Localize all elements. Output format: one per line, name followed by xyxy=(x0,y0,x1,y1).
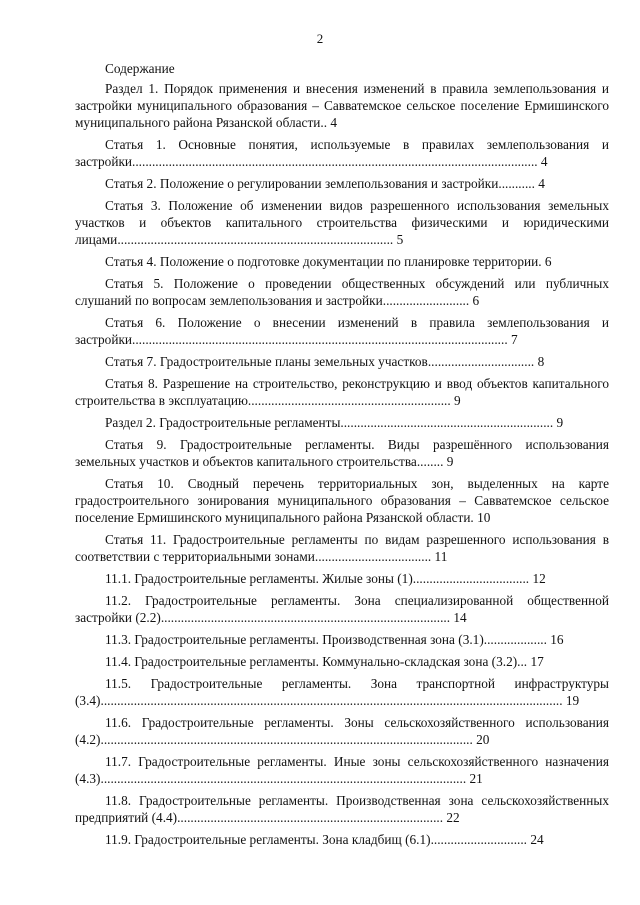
toc-entry-page: 17 xyxy=(530,654,544,669)
toc-entry-page: 5 xyxy=(396,232,404,247)
toc-entry-text: 11.6. Градостроительные регламенты. Зоны сельскохозяйственного использования (4.2). xyxy=(75,715,609,747)
table-of-contents xyxy=(75,60,609,853)
toc-entry-text: Статья 2. Положение о регулировании землепользования и застройки. xyxy=(105,176,502,191)
toc-entry-leader: ............................................................................................................... xyxy=(103,732,473,747)
toc-entry-page: 22 xyxy=(446,810,460,825)
toc-entry[interactable] xyxy=(75,175,609,192)
toc-entry-page: 9 xyxy=(556,415,564,430)
toc-entry-text: Статья 11. Градостроительные регламенты по видам разрешенного использования в соответствии с территориальными зонами. xyxy=(75,532,609,564)
toc-entry[interactable] xyxy=(75,253,609,270)
toc-entry-page: 21 xyxy=(469,771,483,786)
toc-entry-text: Статья 4. Положение о подготовке документации по планировке территории xyxy=(105,254,539,269)
toc-entry-text: 11.8. Градостроительные регламенты. Производственная зона сельскохозяйственных предприятий (4.4). xyxy=(75,793,609,825)
toc-entry-text: Раздел 2. Градостроительные регламенты. xyxy=(105,415,344,430)
toc-entry-leader: ............................................................ xyxy=(251,393,451,408)
toc-entry-text: 11.1. Градостроительные регламенты. Жилые зоны (1). xyxy=(105,571,417,586)
toc-entry[interactable] xyxy=(75,831,609,848)
toc-entry-leader: .. xyxy=(320,115,328,130)
toc-entry[interactable] xyxy=(75,653,609,670)
toc-entry-leader: .. xyxy=(520,654,528,669)
toc-entry-leader: .......................................................................................................................... xyxy=(132,154,538,169)
toc-entry[interactable] xyxy=(75,197,609,248)
toc-entry[interactable] xyxy=(75,414,609,431)
toc-entry[interactable] xyxy=(75,792,609,826)
toc-entry[interactable] xyxy=(75,314,609,348)
toc-entry[interactable] xyxy=(75,714,609,748)
toc-entry[interactable] xyxy=(75,436,609,470)
toc-entry[interactable] xyxy=(75,275,609,309)
toc-entry-leader: ................................................................................... xyxy=(117,232,394,247)
toc-entry-page: 9 xyxy=(446,454,454,469)
toc-entry[interactable] xyxy=(75,475,609,526)
toc-entry-text: Статья 1. Основные понятия, используемые в правилах землепользования и застройки xyxy=(75,137,609,169)
toc-entry-leader: ............................... xyxy=(431,354,535,369)
toc-entry-page: 19 xyxy=(565,693,580,708)
toc-entry-page: 6 xyxy=(472,293,480,308)
toc-entry-page: 7 xyxy=(510,332,518,347)
toc-entry-text: 11.4. Градостроительные регламенты. Коммунально-складская зона (3.2). xyxy=(105,654,521,669)
toc-entry[interactable] xyxy=(75,570,609,587)
toc-entry-page: 14 xyxy=(453,610,467,625)
toc-entry-leader: ........ xyxy=(416,454,444,469)
toc-entry-page: 6 xyxy=(544,254,552,269)
toc-entry[interactable] xyxy=(75,531,609,565)
toc-entry-text: Статья 9. Градостроительные регламенты. Виды разрешённого использования земельных участков и объектов капитального строительства xyxy=(75,437,609,469)
toc-entry-page: 12 xyxy=(532,571,546,586)
toc-entry-text: Раздел 1. Порядок применения и внесения изменений в правила землепользования и застройки муниципального образования – Савватемское сельское поселение Ермишинского муниципального района Рязанской области xyxy=(75,81,609,130)
toc-entry-leader: ............................ xyxy=(433,832,527,847)
toc-entry[interactable] xyxy=(75,375,609,409)
toc-entry-text: Статья 3. Положение об изменении видов разрешенного использования земельных участков и объектов капитального строительства физическими и юридическими лицами xyxy=(75,198,609,247)
toc-entry-text: 11.2. Градостроительные регламенты. Зона специализированной общественной застройки (2.2) xyxy=(75,593,609,625)
toc-entry[interactable] xyxy=(75,80,609,131)
toc-entry-leader: . xyxy=(538,254,542,269)
toc-entry-page: 20 xyxy=(476,732,490,747)
toc-entry-page: 9 xyxy=(454,393,461,408)
toc-entry-text: 11.7. Градостроительные регламенты. Иные зоны сельскохозяйственного назначения (4.3). xyxy=(75,754,609,786)
toc-entry-text: 11.9. Градостроительные регламенты. Зона кладбищ (6.1). xyxy=(105,832,434,847)
toc-entry-leader: ....................................................................................... xyxy=(160,610,451,625)
toc-entry-text: 11.3. Градостроительные регламенты. Производственная зона (3.1) xyxy=(105,632,484,647)
toc-entry-leader: .................................. xyxy=(318,549,432,564)
toc-entry-leader: ............................................................................................................. xyxy=(103,771,467,786)
toc-entries xyxy=(75,80,609,848)
toc-entry[interactable] xyxy=(75,631,609,648)
toc-entry-text: Статья 5. Положение о проведении общественных обсуждений или публичных слушаний по вопросам землепользования и застройки. xyxy=(75,276,609,308)
toc-entry-leader: ......................... xyxy=(386,293,470,308)
toc-entry-page: 4 xyxy=(538,176,545,191)
toc-entry-leader: .......................................................................................................................................... xyxy=(103,693,563,708)
toc-entry-leader: ............................................................... xyxy=(343,415,554,430)
toc-entry-text: Статья 10. Сводный перечень территориальных зон, выделенных на карте градостроительного зонирования муниципального образования – Савватемское сельское поселение Ермишинского муниципального района Рязанской области. xyxy=(75,476,609,525)
toc-entry-page: 24 xyxy=(530,832,544,847)
toc-entry-page: 4 xyxy=(330,115,338,130)
toc-entry-page: 16 xyxy=(550,632,564,647)
toc-entry-leader: .......... xyxy=(501,176,535,191)
toc-entry-text: Статья 6. Положение о внесении изменений в правила землепользования и застройки. xyxy=(75,315,609,347)
toc-entry-leader: ............................................................................... xyxy=(180,810,444,825)
toc-entry-page: 10 xyxy=(477,510,491,525)
toc-entry-leader: .................................. xyxy=(416,571,530,586)
toc-entry[interactable] xyxy=(75,592,609,626)
toc-entry-page: 4 xyxy=(540,154,548,169)
toc-entry[interactable] xyxy=(75,675,609,709)
toc-entry-leader: ................................................................................................................ xyxy=(135,332,508,347)
toc-entry-leader: ................... xyxy=(483,632,547,647)
toc-entry-page: 8 xyxy=(537,354,545,369)
toc-title: Содержание xyxy=(105,61,175,76)
page-number: 2 xyxy=(316,31,324,46)
toc-entry[interactable] xyxy=(75,753,609,787)
toc-entry[interactable] xyxy=(75,353,609,370)
toc-entry-text: 11.5. Градостроительные регламенты. Зона транспортной инфраструктуры (3.4). xyxy=(75,676,609,708)
toc-entry[interactable] xyxy=(75,136,609,170)
toc-entry-page: 11 xyxy=(434,549,448,564)
toc-entry-text: Статья 7. Градостроительные планы земельных участков. xyxy=(105,354,432,369)
toc-entry-text: Статья 8. Разрешение на строительство, реконструкцию и ввод объектов капитального строительства в эксплуатацию. xyxy=(75,376,609,408)
